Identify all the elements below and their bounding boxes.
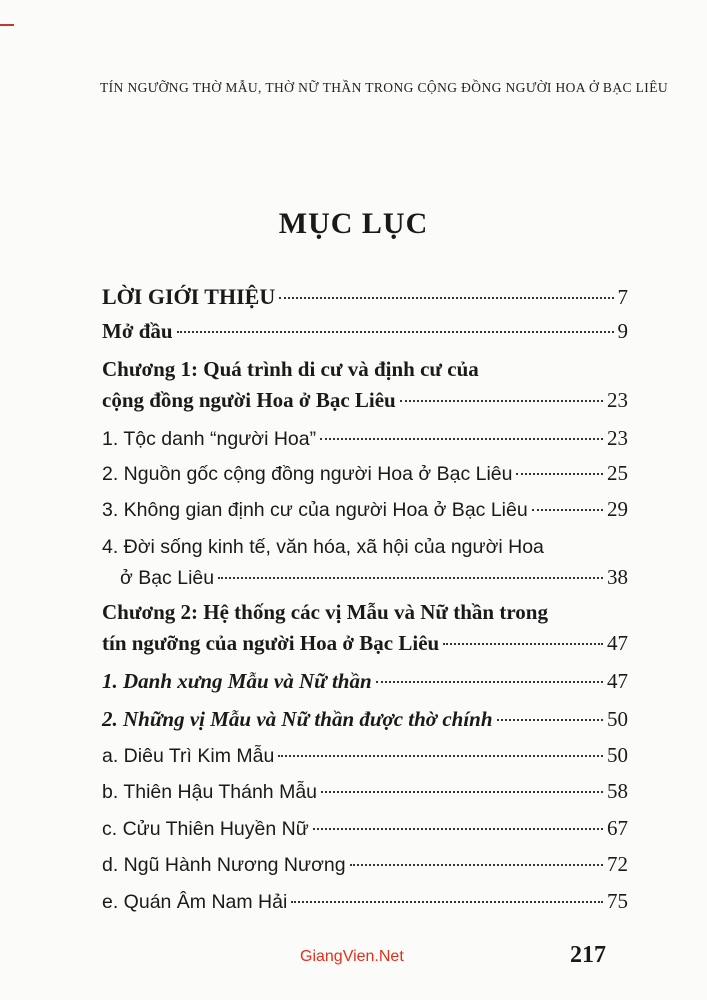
dot-leader bbox=[177, 331, 614, 333]
dot-leader bbox=[400, 400, 603, 402]
dot-leader bbox=[350, 864, 603, 866]
toc-entry-chuong-1[interactable] bbox=[102, 385, 628, 415]
toc-entry-loi-gioi-thieu[interactable] bbox=[102, 282, 628, 312]
dot-leader bbox=[313, 828, 603, 830]
toc-entry-label: 2. Nguồn gốc cộng đồng người Hoa ở Bạc Liêu bbox=[102, 463, 513, 485]
dot-leader bbox=[291, 901, 603, 903]
toc-entry-label: LỜI GIỚI THIỆU bbox=[102, 284, 276, 309]
toc-entry-page: 47 bbox=[607, 669, 628, 693]
dot-leader bbox=[497, 719, 603, 721]
toc-entry-label: b. Thiên Hậu Thánh Mẫu bbox=[102, 781, 318, 803]
toc-entry-page: 23 bbox=[607, 426, 628, 450]
toc-entry-b-thien-hau[interactable] bbox=[102, 776, 628, 806]
toc-entry-page: 75 bbox=[607, 889, 628, 913]
toc-entry-4-line1: 4. Đời sống kinh tế, văn hóa, xã hội của người Hoa bbox=[102, 536, 544, 558]
toc-entry-page: 29 bbox=[607, 497, 628, 521]
toc-entry-label: 3. Không gian định cư của người Hoa ở Bạc Liêu bbox=[102, 499, 528, 521]
toc-entry-label: d. Ngũ Hành Nương Nương bbox=[102, 854, 346, 876]
toc-entry-a-dieu-tri-kim-mau[interactable] bbox=[102, 740, 628, 770]
dot-leader bbox=[376, 681, 603, 683]
toc-entry-label: 1. Tộc danh “người Hoa” bbox=[102, 428, 317, 450]
toc-entry-chuong-2[interactable] bbox=[102, 628, 628, 658]
dot-leader bbox=[320, 438, 603, 440]
toc-entry-c-cuu-thien[interactable] bbox=[102, 813, 628, 843]
toc-entry-label: Mở đầu bbox=[102, 319, 173, 343]
toc-entry-1-toc-danh[interactable] bbox=[102, 423, 628, 453]
dot-leader bbox=[443, 643, 603, 645]
toc-entry-3-khong-gian[interactable] bbox=[102, 494, 628, 524]
toc-entry-page: 50 bbox=[607, 707, 628, 731]
dot-leader bbox=[278, 755, 603, 757]
toc-entry-page: 25 bbox=[607, 461, 628, 485]
toc-entry-page: 47 bbox=[607, 631, 628, 655]
dot-leader bbox=[218, 577, 603, 579]
toc-entry-label: c. Cửu Thiên Huyền Nữ bbox=[102, 818, 309, 840]
toc-entry-label: 1. Danh xưng Mẫu và Nữ thần bbox=[102, 669, 372, 693]
toc-entry-page: 50 bbox=[607, 743, 628, 767]
toc-entry-chuong-2-line1: Chương 2: Hệ thống các vị Mẫu và Nữ thần trong bbox=[102, 600, 548, 624]
toc-entry-chuong-1-line1: Chương 1: Quá trình di cư và định cư của bbox=[102, 357, 479, 381]
toc-entry-page: 9 bbox=[617, 319, 628, 343]
toc-entry-page: 58 bbox=[607, 779, 628, 803]
toc-entry-page: 72 bbox=[607, 852, 628, 876]
toc-entry-2-nhung-vi-mau[interactable] bbox=[102, 704, 628, 734]
toc-entry-label: tín ngưỡng của người Hoa ở Bạc Liêu bbox=[102, 631, 440, 655]
footer-site-link[interactable]: GiangVien.Net bbox=[300, 948, 404, 965]
toc-entry-label: e. Quán Âm Nam Hải bbox=[102, 891, 288, 913]
toc-entry-2-nguon-goc[interactable] bbox=[102, 458, 628, 488]
dot-leader bbox=[321, 791, 603, 793]
toc-entry-1-danh-xung[interactable] bbox=[102, 666, 628, 696]
toc-entry-mo-dau[interactable] bbox=[102, 316, 628, 346]
dot-leader bbox=[532, 509, 603, 511]
toc-entry-page: 7 bbox=[617, 285, 628, 309]
toc-entry-label: a. Diêu Trì Kim Mẫu bbox=[102, 745, 275, 767]
dot-leader bbox=[516, 473, 603, 475]
page-number: 217 bbox=[570, 942, 606, 968]
toc-entry-label: cộng đồng người Hoa ở Bạc Liêu bbox=[102, 388, 396, 412]
running-header: TÍN NGƯỠNG THỜ MẪU, THỜ NỮ THẦN TRONG CỘNG ĐỒNG NGƯỜI HOA Ở BẠC LIÊU bbox=[100, 80, 668, 95]
toc-entry-label: 2. Những vị Mẫu và Nữ thần được thờ chính bbox=[102, 707, 493, 731]
red-edge-mark bbox=[0, 24, 14, 26]
toc-entry-e-quan-am[interactable] bbox=[102, 886, 628, 916]
toc-entry-d-ngu-hanh[interactable] bbox=[102, 849, 628, 879]
dot-leader bbox=[279, 297, 613, 299]
toc-entry-label: ở Bạc Liêu bbox=[120, 567, 215, 589]
toc-entry-page: 23 bbox=[607, 388, 628, 412]
toc-entry-page: 67 bbox=[607, 816, 628, 840]
toc-entry-page: 38 bbox=[607, 565, 628, 589]
toc-title: MỤC LỤC bbox=[278, 207, 429, 240]
toc-entry-4-doi-song[interactable] bbox=[102, 562, 628, 592]
